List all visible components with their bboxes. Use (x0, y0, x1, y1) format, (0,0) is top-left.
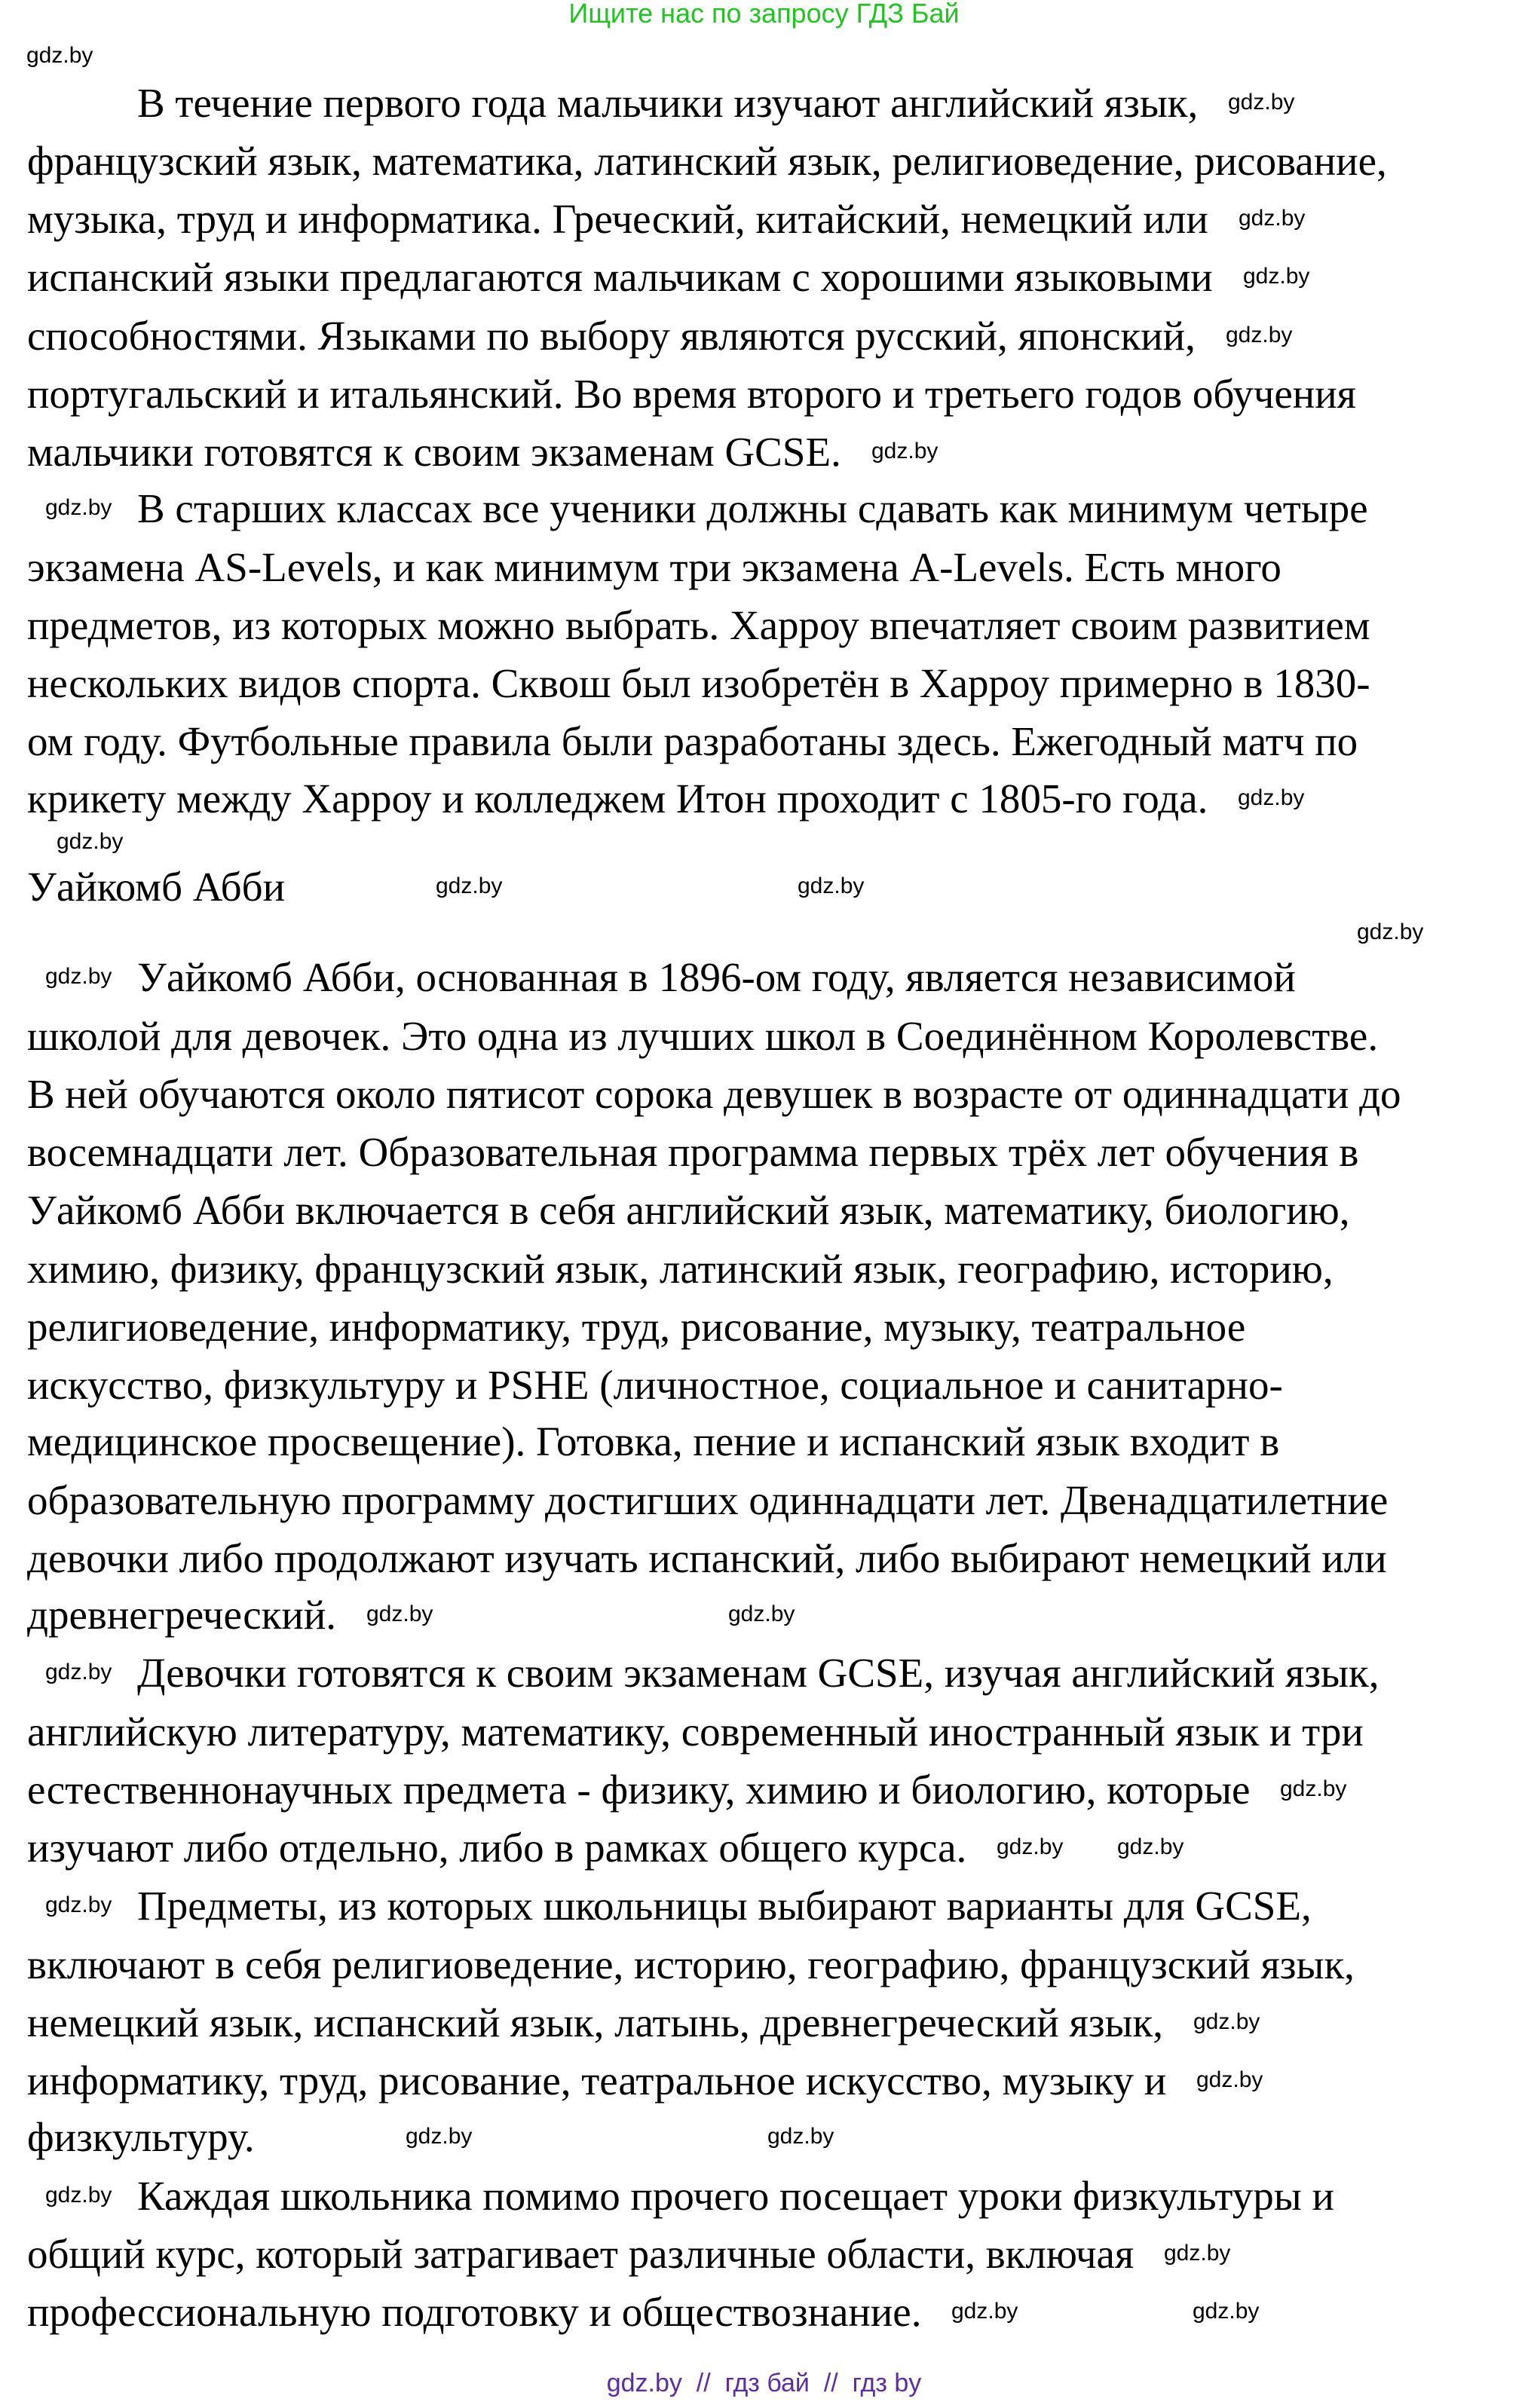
text-line: древнегреческий. (27, 1592, 337, 1638)
watermark: gdz.by (871, 439, 939, 464)
text-line: школой для девочек. Это одна из лучших школ в Соединённом Королевстве. (27, 1013, 1379, 1059)
text-line: профессиональную подготовку и обществознание. (27, 2289, 922, 2335)
text-line: ом году. Футбольные правила были разработаны здесь. Ежегодный матч по (27, 718, 1358, 764)
watermark: gdz.by (1226, 323, 1293, 347)
text-line: мальчики готовятся к своим экзаменам GCSE. (27, 429, 841, 475)
text-line: крикету между Харроу и колледжем Итон проходит с 1805-го года. (27, 776, 1208, 822)
watermark: gdz.by (26, 43, 93, 68)
text-line: физкультуру. (27, 2114, 255, 2160)
text-line: образовательную программу достигших одиннадцати лет. Двенадцатилетние (27, 1477, 1389, 1523)
text-line: Предметы, из которых школьницы выбирают варианты для GCSE, (137, 1883, 1312, 1929)
watermark: gdz.by (1357, 919, 1424, 944)
text-line: искусство, физкультуру и PSHE (личностное, социальное и санитарно- (27, 1362, 1283, 1408)
watermark: gdz.by (1238, 785, 1305, 810)
section-heading: Уайкомб Абби (27, 864, 286, 910)
text-line: экзамена AS-Levels, и как минимум три экзамена A-Levels. Есть много (27, 544, 1281, 590)
text-line: восемнадцати лет. Образовательная программа первых трёх лет обучения в (27, 1129, 1359, 1175)
text-line: изучают либо отдельно, либо в рамках общего курса. (27, 1825, 967, 1871)
text-line: естественнонаучных предмета - физику, химию и биологию, которые (27, 1767, 1251, 1813)
text-line: В ней обучаются около пятисот сорока девушек в возрасте от одиннадцати до (27, 1071, 1401, 1117)
watermark: gdz.by (45, 1660, 112, 1684)
text-line: Девочки готовятся к своим экзаменам GCSE, изучая английский язык, (137, 1650, 1379, 1696)
text-line: включают в себя религиоведение, историю, географию, французский язык, (27, 1941, 1355, 1987)
watermark: gdz.by (1196, 2067, 1263, 2092)
text-line: способностями. Языками по выбору являются русский, японский, (27, 313, 1196, 359)
text-line: информатику, труд, рисование, театральное искусство, музыку и (27, 2058, 1167, 2104)
text-line: Каждая школьника помимо прочего посещает уроки физкультуры и (137, 2173, 1334, 2219)
watermark: gdz.by (728, 1602, 795, 1626)
watermark: gdz.by (951, 2299, 1018, 2324)
watermark: gdz.by (45, 1892, 112, 1917)
watermark: gdz.by (767, 2124, 834, 2149)
watermark: gdz.by (1239, 206, 1306, 231)
text-line: испанский языки предлагаются мальчикам с хорошими языковыми (27, 254, 1213, 300)
watermark: gdz.by (1280, 1776, 1347, 1801)
text-line: Уайкомб Абби включается в себя английский язык, математику, биологию, (27, 1187, 1350, 1233)
text-line: В старших классах все ученики должны сдавать как минимум четыре (137, 485, 1368, 531)
watermark: gdz.by (45, 964, 112, 989)
text-line: медицинское просвещение). Готовка, пение и испанский язык входит в (27, 1418, 1280, 1464)
watermark: gdz.by (1228, 90, 1295, 115)
footer-links[interactable]: gdz.by // гдз бай // гдз by (606, 2369, 922, 2397)
watermark: gdz.by (997, 1834, 1064, 1859)
text-line: общий курс, который затрагивает различные области, включая (27, 2231, 1135, 2277)
text-line: предметов, из которых можно выбрать. Харроу впечатляет своим развитием (27, 602, 1370, 648)
watermark: gdz.by (436, 874, 503, 898)
watermark: gdz.by (1243, 264, 1310, 289)
text-line: нескольких видов спорта. Сквош был изобретён в Харроу примерно в 1830- (27, 660, 1370, 706)
watermark: gdz.by (1117, 1834, 1184, 1859)
text-line: музыка, труд и информатика. Греческий, китайский, немецкий или (27, 196, 1208, 242)
text-line: религиоведение, информатику, труд, рисование, музыку, театральное (27, 1304, 1246, 1350)
text-line: Уайкомб Абби, основанная в 1896-ом году, является независимой (137, 954, 1296, 1000)
watermark: gdz.by (57, 829, 124, 854)
watermark: gdz.by (1193, 2009, 1260, 2034)
watermark: gdz.by (406, 2124, 473, 2149)
watermark: gdz.by (1164, 2241, 1231, 2266)
text-line: английскую литературу, математику, современный иностранный язык и три (27, 1709, 1364, 1755)
text-line: химию, физику, французский язык, латинский язык, географию, историю, (27, 1246, 1334, 1292)
text-line: французский язык, математика, латинский язык, религиоведение, рисование, (27, 138, 1387, 184)
watermark: gdz.by (45, 495, 112, 520)
text-line: португальский и итальянский. Во время второго и третьего годов обучения (27, 371, 1356, 417)
search-banner[interactable]: Ищите нас по запросу ГДЗ Бай (568, 0, 960, 29)
watermark: gdz.by (798, 874, 865, 898)
text-line: В течение первого года мальчики изучают английский язык, (137, 80, 1199, 126)
watermark: gdz.by (45, 2183, 112, 2208)
watermark: gdz.by (366, 1602, 433, 1626)
watermark: gdz.by (1193, 2299, 1260, 2324)
text-line: девочки либо продолжают изучать испанский, либо выбирают немецкий или (27, 1535, 1387, 1581)
text-line: немецкий язык, испанский язык, латынь, древнегреческий язык, (27, 2000, 1163, 2045)
